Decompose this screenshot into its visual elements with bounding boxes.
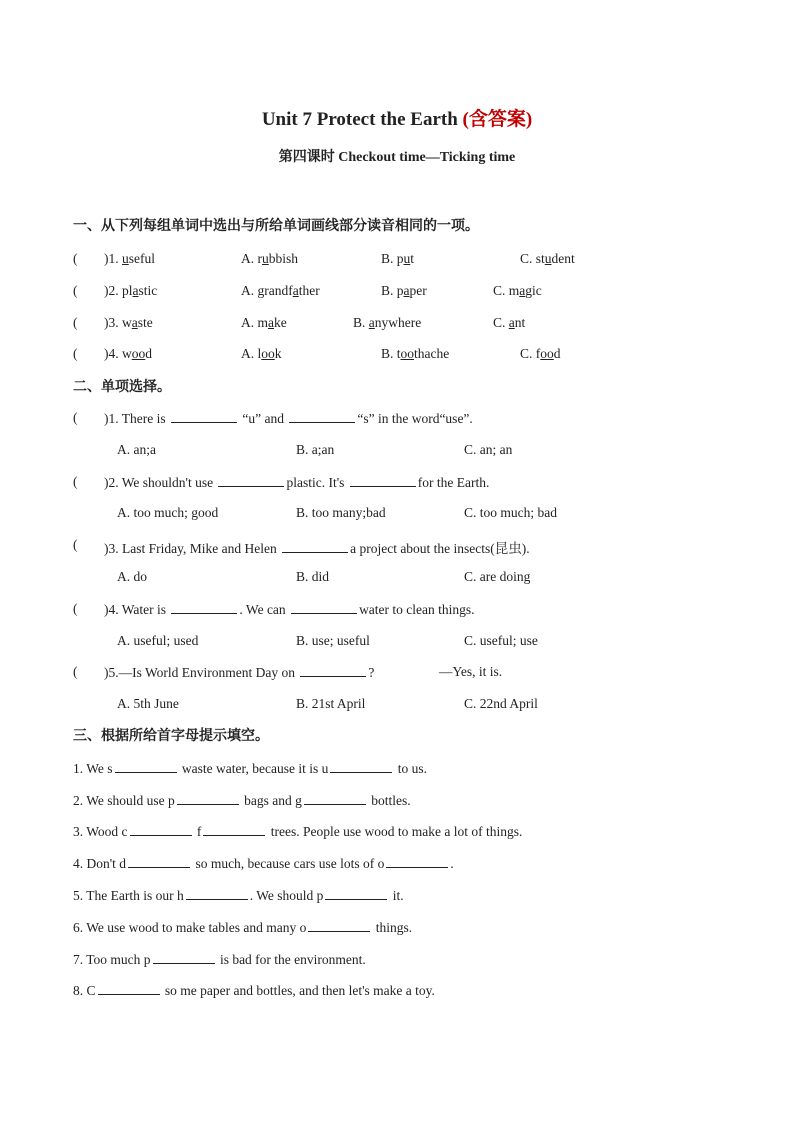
option-b: B. too many;bad (296, 505, 386, 520)
section2-options (0, 633, 794, 651)
option-b: B. anywhere (353, 315, 422, 330)
option-c: C. useful; use (464, 633, 538, 648)
answer-blank[interactable] (325, 887, 387, 900)
fill-sentence: 7. Too much p is bad for the environment. (73, 952, 366, 967)
page-title (0, 104, 794, 131)
option-b: B. toothache (381, 346, 450, 361)
answer-blank[interactable] (203, 823, 265, 836)
section2-options (0, 569, 794, 587)
fill-sentence: 6. We use wood to make tables and many o things. (73, 920, 413, 935)
answer-blank[interactable] (300, 664, 366, 677)
section2-question (0, 474, 794, 492)
question-text: )2. We shouldn't use plastic. It's for the Earth. (104, 475, 490, 490)
answer-blank[interactable] (115, 760, 177, 773)
question-word: )4. wood (104, 346, 152, 361)
answer-blank[interactable] (171, 410, 237, 423)
fill-sentence: 3. Wood c f trees. People use wood to make a lot of things. (73, 824, 523, 839)
question-answer-hint: —Yes, it is. (439, 664, 503, 679)
answer-blank[interactable] (330, 760, 392, 773)
option-c: C. magic (493, 283, 542, 298)
page-subtitle: 第四课时 Checkout time—Ticking time (278, 150, 516, 165)
section1-item (0, 315, 794, 333)
section3-heading: 三、根据所给首字母提示填空。 (73, 729, 269, 744)
section2-question (0, 410, 794, 428)
answer-blank[interactable] (218, 474, 284, 487)
answer-blank[interactable] (128, 855, 190, 868)
question-text: )3. Last Friday, Mike and Helen a project about the insects(昆虫). (104, 541, 530, 556)
option-c: C. are doing (464, 569, 531, 584)
option-b: B. put (381, 251, 415, 266)
option-c: C. ant (493, 315, 526, 330)
option-a: A. do (117, 569, 147, 584)
option-a: A. make (241, 315, 287, 330)
section2-question (0, 664, 794, 682)
fill-sentence: 5. The Earth is our h . We should p it. (73, 888, 404, 903)
section2-options (0, 696, 794, 714)
answer-blank[interactable] (171, 601, 237, 614)
option-b: B. 21st April (296, 696, 366, 711)
option-c: C. too much; bad (464, 505, 557, 520)
answer-paren[interactable]: ( (73, 346, 78, 361)
answer-blank[interactable] (130, 823, 192, 836)
option-c: C. student (520, 251, 575, 266)
section2-options (0, 442, 794, 460)
answer-paren[interactable]: ( (73, 601, 78, 616)
question-word: )1. useful (104, 251, 155, 266)
section1-heading: 一、从下列每组单词中选出与所给单词画线部分读音相同的一项。 (73, 219, 479, 234)
option-a: A. an;a (117, 442, 156, 457)
answer-paren[interactable]: ( (73, 315, 78, 330)
section2-options (0, 505, 794, 523)
answer-blank[interactable] (153, 951, 215, 964)
option-a: A. look (241, 346, 282, 361)
fill-sentence: 4. Don't d so much, because cars use lots of o . (73, 856, 454, 871)
fill-sentence: 2. We should use p bags and g bottles. (73, 793, 411, 808)
answer-paren[interactable]: ( (73, 537, 78, 552)
option-a: A. grandfather (241, 283, 320, 298)
question-text: )1. There is “u” and “s” in the word“use”. (104, 411, 473, 426)
section1-item (0, 346, 794, 364)
answer-blank[interactable] (291, 601, 357, 614)
section1-item (0, 251, 794, 269)
section2-question (0, 537, 794, 555)
option-b: B. a;an (296, 442, 335, 457)
answer-blank[interactable] (304, 792, 366, 805)
option-a: A. 5th June (117, 696, 179, 711)
section2-heading: 二、单项选择。 (73, 380, 171, 395)
option-c: C. an; an (464, 442, 513, 457)
answer-blank[interactable] (308, 919, 370, 932)
answer-paren[interactable]: ( (73, 283, 78, 298)
fill-sentence: 1. We s waste water, because it is u to us. (73, 761, 427, 776)
answer-blank[interactable] (386, 855, 448, 868)
answer-blank[interactable] (177, 792, 239, 805)
answer-paren[interactable]: ( (73, 664, 78, 679)
section2-question (0, 601, 794, 619)
option-b: B. paper (381, 283, 427, 298)
option-b: B. use; useful (296, 633, 370, 648)
question-text: )4. Water is . We can water to clean things. (104, 602, 475, 617)
answer-blank[interactable] (350, 474, 416, 487)
fill-sentence: 8. C so me paper and bottles, and then let's make a toy. (73, 983, 435, 998)
section1-item (0, 283, 794, 301)
option-a: A. useful; used (117, 633, 199, 648)
option-a: A. too much; good (117, 505, 219, 520)
answer-blank[interactable] (282, 540, 348, 553)
question-text: )5.—Is World Environment Day on ? (104, 665, 375, 680)
answer-paren[interactable]: ( (73, 474, 78, 489)
option-c: C. food (520, 346, 561, 361)
question-word: )2. plastic (104, 283, 158, 298)
option-b: B. did (296, 569, 330, 584)
option-a: A. rubbish (241, 251, 299, 266)
title-main: Unit 7 Protect the Earth (261, 109, 463, 130)
answer-blank[interactable] (289, 410, 355, 423)
answer-blank[interactable] (98, 982, 160, 995)
option-c: C. 22nd April (464, 696, 538, 711)
answer-paren[interactable]: ( (73, 410, 78, 425)
question-word: )3. waste (104, 315, 153, 330)
title-suffix: (含答案) (462, 109, 533, 130)
answer-paren[interactable]: ( (73, 251, 78, 266)
answer-blank[interactable] (186, 887, 248, 900)
